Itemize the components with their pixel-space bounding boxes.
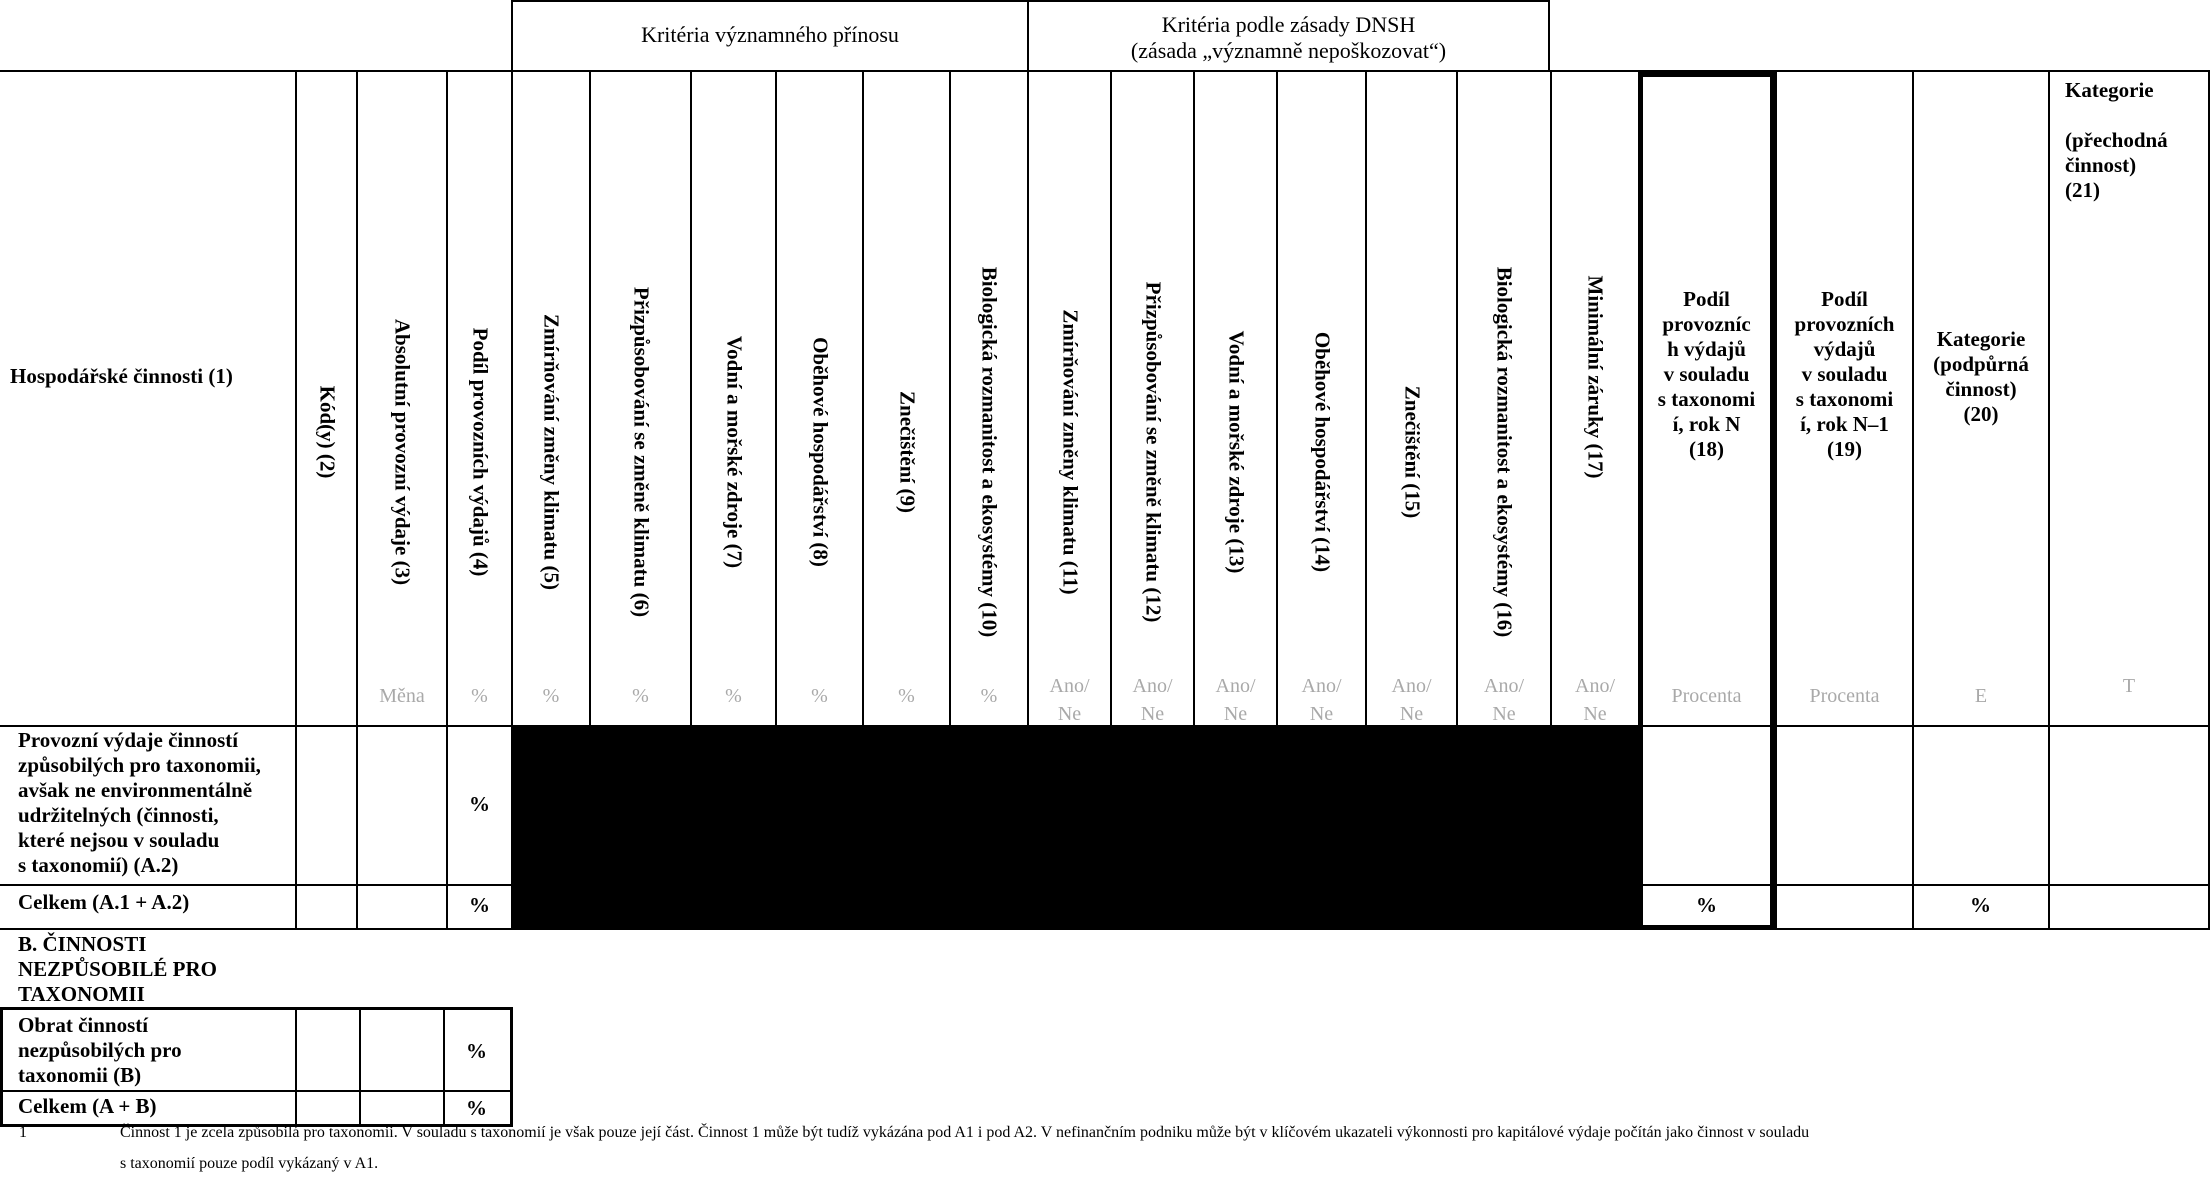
significant-contribution-title: Kritéria významného přínosu xyxy=(641,22,899,47)
header-line: v souladu xyxy=(1801,362,1888,386)
row-divider xyxy=(0,1090,513,1092)
header-line: í, rok N–1 xyxy=(1800,412,1889,436)
header-climate-adaptation xyxy=(591,72,690,726)
unit-yes: Ano/ xyxy=(1484,675,1524,697)
header-codes-label: Kód(y) (2) xyxy=(315,385,339,479)
header-label: Vodní a mořské zdroje (7) xyxy=(722,335,746,569)
section-b-line: B. ČINNOSTI xyxy=(18,932,147,956)
footnote-line-2: s taxonomií pouze podíl vykázaný v A1. xyxy=(120,1155,379,1172)
unit-no: Ne xyxy=(1057,703,1082,725)
header-line: činnost) xyxy=(2065,153,2137,177)
header-label: Oběhové hospodářství (14) xyxy=(1310,331,1334,573)
header-biodiversity xyxy=(951,72,1027,726)
section-b-heading xyxy=(18,932,217,1007)
header-dnsh-pollution xyxy=(1367,72,1456,726)
header-aligned-share-year-n xyxy=(1643,72,1770,726)
header-water-resources xyxy=(692,72,775,726)
row-total-a-enabling: % xyxy=(1970,893,1991,917)
row-total-a-aligned-share: % xyxy=(1696,893,1717,917)
footnote-number: 1 xyxy=(19,1124,27,1141)
row-label-line: taxonomii (B) xyxy=(18,1063,142,1087)
header-economic-activities-label: Hospodářské činnosti (1) xyxy=(10,364,233,388)
header-pollution xyxy=(864,72,949,726)
header-category-enabling xyxy=(1914,72,2048,726)
row-label-line: Provozní výdaje činností xyxy=(18,728,239,752)
header-dnsh-climate-adaptation xyxy=(1112,72,1193,726)
header-label: Biologická rozmanitost a ekosystémy (10) xyxy=(977,266,1002,638)
header-dnsh-biodiversity xyxy=(1458,72,1550,726)
header-line: Podíl xyxy=(1683,287,1730,311)
unit-no: Ne xyxy=(1309,703,1334,725)
row-total-ab-label: Celkem (A + B) xyxy=(18,1094,157,1118)
row-label-line: udržitelných (činnosti, xyxy=(18,803,219,827)
header-aligned-share-year-n-1 xyxy=(1777,72,1912,726)
header-line: í, rok N xyxy=(1672,412,1741,436)
blocked-criteria-area xyxy=(511,726,1638,930)
header-economic-activities xyxy=(0,72,295,726)
header-line: provozních xyxy=(1794,312,1895,336)
row-b-label xyxy=(18,1013,182,1088)
header-absolute-opex xyxy=(358,72,446,726)
header-line xyxy=(2065,103,2168,128)
header-line: (přechodná xyxy=(2065,128,2168,152)
dnsh-subtitle: (zásada „významně nepoškozovat“) xyxy=(1130,38,1447,63)
header-absolute-opex-label: Absolutní provozní výdaje (3) xyxy=(390,318,415,586)
header-category-transitional xyxy=(2050,72,2208,726)
unit-percentage: Procenta xyxy=(1809,685,1880,707)
header-line: (podpůrná xyxy=(1933,352,2029,376)
col-divider xyxy=(359,1007,361,1127)
header-climate-mitigation xyxy=(513,72,589,726)
header-line: (19) xyxy=(1827,437,1862,461)
header-dnsh-climate-mitigation xyxy=(1029,72,1110,726)
unit-currency: Měna xyxy=(379,685,425,707)
header-dnsh-circular-economy xyxy=(1278,72,1365,726)
unit-no: Ne xyxy=(1223,703,1248,725)
unit-yes: Ano/ xyxy=(1215,675,1256,697)
header-dnsh-water-resources xyxy=(1195,72,1276,726)
significant-contribution-header xyxy=(511,0,1029,72)
header-label: Znečištění (15) xyxy=(1400,385,1424,519)
header-line: Podíl xyxy=(1821,287,1868,311)
header-label: Přizpůsobování se změně klimatu (6) xyxy=(629,286,653,618)
header-line: s taxonomi xyxy=(1657,387,1756,411)
unit-percentage: Procenta xyxy=(1671,685,1742,707)
header-line: h výdajů xyxy=(1667,337,1746,361)
unit-percent: % xyxy=(725,685,742,707)
section-b-line: NEZPŮSOBILÉ PRO xyxy=(18,957,217,981)
row-label-line: s taxonomií) (A.2) xyxy=(18,853,179,877)
unit-yes: Ano/ xyxy=(1049,675,1090,697)
unit-percent: % xyxy=(980,685,998,707)
header-label: Biologická rozmanitost a ekosystémy (16) xyxy=(1492,266,1517,638)
dnsh-title: Kritéria podle zásady DNSH xyxy=(1161,12,1416,37)
header-line: (21) xyxy=(2065,178,2100,202)
header-codes xyxy=(297,72,356,726)
row-b-opex-share: % xyxy=(466,1039,487,1063)
header-circular-economy xyxy=(777,72,862,726)
header-label: Přizpůsobování se změně klimatu (12) xyxy=(1141,281,1165,623)
unit-enabling-code: E xyxy=(1974,685,1988,707)
header-line: výdajů xyxy=(1813,337,1876,361)
header-line: (18) xyxy=(1689,437,1724,461)
row-a2-opex-share: % xyxy=(469,792,490,816)
row-label-line: které nejsou v souladu xyxy=(18,828,220,852)
header-line: Kategorie xyxy=(1936,327,2026,351)
unit-transitional-code: T xyxy=(2122,675,2136,697)
col-divider xyxy=(295,1007,297,1127)
row-label-line: Obrat činností xyxy=(18,1013,149,1037)
header-label: Minimální záruky (17) xyxy=(1583,275,1608,479)
header-label: Zmírňování změny klimatu (11) xyxy=(1058,309,1082,595)
row-a2-label xyxy=(18,728,295,884)
header-opex-share-label: Podíl provozních výdajů (4) xyxy=(468,327,492,577)
unit-no: Ne xyxy=(1399,703,1424,725)
header-opex-share xyxy=(448,72,511,726)
row-total-a-label: Celkem (A.1 + A.2) xyxy=(18,890,190,914)
unit-percent: % xyxy=(898,685,915,707)
header-label: Znečištění (9) xyxy=(895,391,919,513)
header-line: v souladu xyxy=(1663,362,1750,386)
unit-no: Ne xyxy=(1492,703,1516,725)
unit-percent: % xyxy=(811,685,828,707)
unit-percent: % xyxy=(471,685,488,707)
unit-yes: Ano/ xyxy=(1301,675,1342,697)
dnsh-header xyxy=(1027,0,1550,72)
header-label: Vodní a mořské zdroje (13) xyxy=(1224,330,1248,574)
row-total-a-opex-share: % xyxy=(469,893,490,917)
header-label: Oběhové hospodářství (8) xyxy=(808,337,832,567)
footnote-line-1: Činnost 1 je zcela způsobilá pro taxonomii. V souladu s taxonomií je však pouze její část. Činnost 1 může být tudíž vykázána pod A1 i pod A2. V nefinančním podniku může být v klíčovém ukazateli výkonnosti pro kapitálové výdaje počítán jako činnost v souladu xyxy=(120,1124,1810,1141)
row-total-ab-opex-share: % xyxy=(466,1096,487,1120)
header-line: s taxonomi xyxy=(1795,387,1894,411)
row-label-line: způsobilých pro taxonomii, xyxy=(18,753,261,777)
section-b-line: TAXONOMII xyxy=(18,982,145,1006)
header-minimum-safeguards xyxy=(1552,72,1638,726)
col-divider xyxy=(443,1007,445,1127)
header-line: Kategorie xyxy=(2065,78,2154,102)
header-line: (20) xyxy=(1963,402,1999,426)
row-label-line: avšak ne environmentálně xyxy=(18,778,253,802)
row-label-line: nezpůsobilých pro xyxy=(18,1038,182,1062)
unit-no: Ne xyxy=(1583,703,1607,725)
header-line: činnost) xyxy=(1945,377,2017,401)
unit-yes: Ano/ xyxy=(1391,675,1432,697)
unit-yes: Ano/ xyxy=(1575,675,1615,697)
unit-percent: % xyxy=(542,685,560,707)
unit-yes: Ano/ xyxy=(1132,675,1173,697)
unit-percent: % xyxy=(632,685,649,707)
unit-no: Ne xyxy=(1140,703,1165,725)
header-label: Zmírňování změny klimatu (5) xyxy=(539,314,564,590)
header-line: provozníc xyxy=(1662,312,1751,336)
